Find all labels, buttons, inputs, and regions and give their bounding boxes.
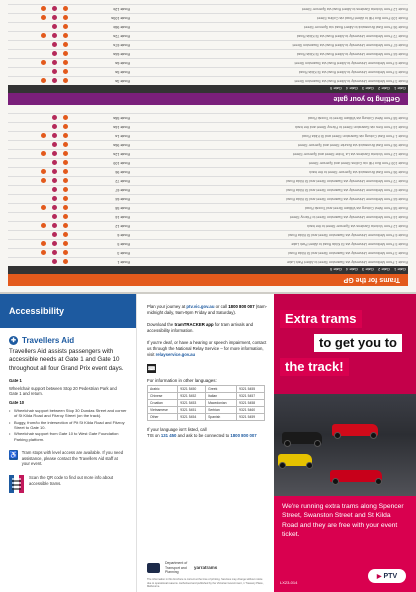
gate-markers bbox=[8, 16, 70, 21]
gate-markers bbox=[8, 70, 70, 75]
gate-marker-icon bbox=[52, 197, 57, 202]
language-row bbox=[148, 407, 265, 414]
gate-marker-icon bbox=[52, 170, 57, 175]
route-description: Route 58 From West Coburg via William Street and Toorak Road bbox=[305, 206, 408, 210]
accessibility-heading: Accessibility bbox=[0, 294, 136, 328]
route-label: Route 64a bbox=[113, 52, 130, 56]
gate-markers bbox=[8, 61, 70, 66]
trams-heading: Trams for the GP bbox=[343, 276, 400, 284]
route-label: Route 3a bbox=[115, 79, 130, 83]
victoria-state-logo-icon bbox=[147, 563, 160, 573]
gate-marker-icon bbox=[52, 43, 57, 48]
language-name: Other bbox=[148, 414, 178, 421]
language-name: Spanish bbox=[206, 414, 237, 421]
route-row bbox=[8, 158, 408, 167]
language-phone[interactable]: 9321 5458 bbox=[237, 400, 265, 407]
gate-marker-icon bbox=[41, 179, 46, 184]
route-row bbox=[8, 176, 408, 185]
info-panel bbox=[136, 294, 275, 592]
gate-header-4b: Gate 4 bbox=[346, 86, 359, 92]
gate-header-3b: Gate 3 bbox=[362, 86, 375, 92]
headline-line-3: the track! bbox=[280, 358, 349, 376]
gate-header-3: Gate 3 bbox=[362, 267, 375, 273]
gate-column-header-2 bbox=[8, 85, 408, 93]
gate-marker-icon bbox=[52, 61, 57, 66]
route-description: Route 12 From Victoria Gardens via Spencer Street to the track bbox=[306, 224, 408, 228]
gate-header-4: Gate 4 bbox=[346, 267, 359, 273]
language-phone[interactable]: 9321 5457 bbox=[237, 393, 265, 400]
route-label: Route 12b bbox=[113, 7, 130, 11]
relay-service-text: If you're deaf, or have a hearing or speech impairment, contact us through the National Relay Service – for more information, visit relayservice.gov.au bbox=[147, 340, 267, 358]
gate-marker-icon bbox=[63, 25, 68, 30]
route-label: Route 109a bbox=[111, 16, 130, 20]
route-description: Route 64 From Melbourne University to Albert Road via St Kilda Road bbox=[296, 52, 408, 56]
gate-markers bbox=[8, 224, 70, 229]
route-label: Route 12a bbox=[113, 152, 130, 156]
gate-header-1: Gate 1 bbox=[394, 267, 407, 273]
gate-marker-icon bbox=[41, 7, 46, 12]
gate-header-1b: Gate 1 bbox=[394, 86, 407, 92]
gate-marker-icon bbox=[63, 125, 68, 130]
gate-markers bbox=[8, 260, 70, 265]
gate-markers bbox=[8, 161, 70, 166]
travellers-aid-icon: ✚ bbox=[10, 338, 17, 344]
gate-marker-icon bbox=[52, 70, 57, 75]
route-label: Route 6a bbox=[115, 61, 130, 65]
language-row bbox=[148, 393, 265, 400]
gate-marker-icon bbox=[63, 206, 68, 211]
route-label: Route 67a bbox=[113, 43, 130, 47]
gate-marker-icon bbox=[63, 134, 68, 139]
tramtracker-text: Download the tramTRACKER app for tram arrivals and accessibility information. bbox=[147, 322, 254, 334]
route-row bbox=[8, 131, 408, 140]
gate-markers bbox=[8, 125, 70, 130]
gate-marker-icon bbox=[41, 16, 46, 21]
route-description: Route 67 From Melbourne University to Albert Road via Swanston Street bbox=[292, 43, 408, 47]
gate-marker-icon bbox=[41, 134, 46, 139]
language-row bbox=[148, 400, 265, 407]
route-label: Route 96 bbox=[115, 170, 130, 174]
route-row bbox=[8, 58, 408, 67]
gate-marker-icon bbox=[52, 224, 57, 229]
gate-marker-icon bbox=[41, 206, 46, 211]
language-name: Greek bbox=[206, 386, 237, 393]
gate-marker-icon bbox=[63, 152, 68, 157]
route-row bbox=[8, 49, 408, 58]
route-row bbox=[8, 67, 408, 76]
route-row bbox=[8, 230, 408, 239]
plan-journey-text: Plan your journey at ptv.vic.gov.au or call 1800 800 007 (6am-midnight daily, 9am-9pm Friday and Saturday). bbox=[147, 304, 268, 316]
gate-markers bbox=[8, 152, 70, 157]
gate-markers bbox=[8, 206, 70, 211]
gate-marker-icon bbox=[52, 206, 57, 211]
gate-header-2: Gate 2 bbox=[378, 267, 391, 273]
gate-marker-icon bbox=[52, 179, 57, 184]
accessibility-panel bbox=[0, 294, 136, 592]
route-label: Route 5 bbox=[117, 242, 130, 246]
gate-marker-icon bbox=[63, 170, 68, 175]
language-name: Chinese bbox=[148, 393, 178, 400]
route-row bbox=[8, 257, 408, 266]
gate-marker-icon bbox=[52, 233, 57, 238]
ptv-phone[interactable]: 1800 800 007 bbox=[228, 304, 255, 309]
gate-marker-icon bbox=[52, 125, 57, 130]
route-description: Route 3 From Melbourne University via Swanston Street and St Kilda Road bbox=[288, 251, 408, 255]
route-description: Route 109 From Box Hill via Collins Street and Spencer Street bbox=[308, 161, 408, 165]
route-description: Route 5 From Melbourne University via St Kilda Road to Albert Park Lake bbox=[291, 242, 408, 246]
gate-marker-icon bbox=[63, 7, 68, 12]
gate10-bullet-2: • Buggy, from/to the intersection of Pit St Kilda Road and Fitzroy Street to Gate 10. bbox=[14, 420, 127, 431]
tis-text: If your language isn't listed, call TIS on 131 450 and ask to be connected to 1800 800 007 bbox=[147, 427, 257, 438]
route-row bbox=[8, 31, 408, 40]
ptv-logo: ▶ PTV bbox=[368, 569, 406, 583]
gate-markers bbox=[8, 233, 70, 238]
travellers-aid-lead: Travellers Aid assists passengers with accessible needs at Gate 1 and Gate 10 throughout all four Grand Prix event days. bbox=[9, 348, 124, 372]
route-label: Route 67 bbox=[115, 188, 130, 192]
route-description: Route 12 From Victoria Gardens to Albert Road via Spencer Street bbox=[301, 7, 408, 11]
gate-header-5: Gate 5 bbox=[330, 267, 343, 273]
language-name: Arabic bbox=[148, 386, 178, 393]
department-logo-text: Department of Transport and Planning bbox=[165, 561, 188, 574]
route-description: Route 96 From East Brunswick via Bourke Street and Spencer Street bbox=[297, 143, 408, 147]
route-description: Route 6 From Melbourne University to Albert Road via Swanston Street bbox=[294, 61, 408, 65]
route-row bbox=[8, 76, 408, 85]
route-label: Route 6 bbox=[117, 233, 130, 237]
gate-marker-icon bbox=[41, 242, 46, 247]
print-code: LX23-014 bbox=[280, 580, 298, 585]
gate-marker-icon bbox=[63, 70, 68, 75]
route-label: Route 16a bbox=[113, 125, 130, 129]
qr-text: Scan the QR code to find out more info about accessible trams. bbox=[29, 475, 114, 486]
gate-markers bbox=[8, 170, 70, 175]
route-row bbox=[8, 212, 408, 221]
gate-marker-icon bbox=[52, 16, 57, 21]
gate-marker-icon bbox=[52, 116, 57, 121]
route-label: Route 16 bbox=[115, 215, 130, 219]
languages-table bbox=[147, 385, 265, 421]
gate-markers bbox=[8, 188, 70, 193]
gate-marker-icon bbox=[63, 179, 68, 184]
gate-marker-icon bbox=[63, 161, 68, 166]
tis-connect-phone[interactable]: 1800 800 007 bbox=[230, 432, 257, 438]
promo-body: We're running extra trams along Spencer Street, Swanston Street and St Kilda Road and they are free with your event ticket. bbox=[282, 503, 404, 539]
language-row bbox=[148, 386, 265, 393]
route-label: Route 58 bbox=[115, 206, 130, 210]
route-label: Route 96b bbox=[113, 25, 130, 29]
route-description: Route 16 From Melbourne University via Swanston Street to Fitzroy Street bbox=[289, 215, 408, 219]
route-description: Route 5 From Melbourne University to Albert Road via St Kilda Road bbox=[298, 70, 408, 74]
route-description: Route 12 From Victoria Gardens via La Trobe Street and Spencer Street bbox=[293, 152, 408, 156]
gate1-intro: Wheelchair support between Stop 20 Pedestrian Park and Gate 1 and return. bbox=[9, 385, 117, 397]
gate-markers bbox=[8, 179, 70, 184]
gate-markers bbox=[8, 116, 70, 121]
gate-markers bbox=[8, 52, 70, 57]
ptv-link[interactable]: ptv.vic.gov.au bbox=[186, 304, 215, 309]
route-description: Route 67 From Melbourne University via Swanston Street and St Kilda Road bbox=[286, 188, 408, 192]
ptv-logo-icon: ▶ bbox=[376, 573, 382, 580]
gate-marker-icon bbox=[63, 215, 68, 220]
route-description: Route 16 From Kew via Swanston Street to Fitzroy Street and the track bbox=[294, 125, 408, 129]
gate-marker-icon bbox=[41, 152, 46, 157]
language-name: Macedonian bbox=[206, 400, 237, 407]
gate-markers bbox=[8, 43, 70, 48]
gate-marker-icon bbox=[41, 170, 46, 175]
gate-marker-icon bbox=[63, 143, 68, 148]
gate-markers bbox=[8, 34, 70, 39]
route-description: Route 96 From East Brunswick via Spencer Street to the track bbox=[309, 170, 408, 174]
gate-marker-icon bbox=[52, 34, 57, 39]
route-description: Route 64 From Melbourne University via Swanston Street and St Kilda Road bbox=[286, 197, 408, 201]
gate-marker-icon bbox=[63, 43, 68, 48]
qr-section bbox=[9, 475, 127, 493]
gate-marker-icon bbox=[63, 52, 68, 57]
gate-marker-icon bbox=[63, 242, 68, 247]
route-row bbox=[8, 4, 408, 13]
level-access-note bbox=[9, 450, 127, 467]
language-phone[interactable]: 9321 5452 bbox=[178, 393, 206, 400]
route-row bbox=[8, 239, 408, 248]
gate-markers bbox=[8, 143, 70, 148]
route-row bbox=[8, 149, 408, 158]
route-row bbox=[8, 248, 408, 257]
route-row bbox=[8, 122, 408, 131]
gate-marker-icon bbox=[52, 215, 57, 220]
gate-marker-icon bbox=[52, 52, 57, 57]
route-row bbox=[8, 194, 408, 203]
gate-marker-icon bbox=[52, 188, 57, 193]
language-phone[interactable]: 9321 5451 bbox=[178, 407, 206, 414]
route-label: Route 109 bbox=[113, 161, 130, 165]
gate-marker-icon bbox=[41, 224, 46, 229]
gate10-bullet-1: • Wheelchair support between Stop 30 Dundas Street and corner of St Kilda Road and Fitzroy Street (on the track). bbox=[14, 408, 127, 419]
gate-marker-icon bbox=[52, 79, 57, 84]
gate-markers bbox=[8, 7, 70, 12]
relay-service-link[interactable]: relayservice.gov.au bbox=[155, 352, 196, 358]
route-row bbox=[8, 203, 408, 212]
gate-markers bbox=[8, 197, 70, 202]
route-label: Route 96a bbox=[113, 143, 130, 147]
language-name: Croatian bbox=[148, 400, 178, 407]
route-label: Route 58a bbox=[113, 116, 130, 120]
headline-line-1: Extra trams bbox=[280, 310, 362, 328]
route-label: Route 64 bbox=[115, 197, 130, 201]
trams-heading-bar bbox=[8, 274, 408, 286]
timetable-panel-upside-down bbox=[0, 0, 416, 292]
gate-markers bbox=[8, 215, 70, 220]
language-phone[interactable]: 9321 5459 bbox=[237, 414, 265, 421]
route-label: Route 1a bbox=[115, 134, 130, 138]
gate-marker-icon bbox=[63, 61, 68, 66]
route-description: Route 72 From Melbourne University via Swanston Street and St Kilda Road bbox=[286, 179, 408, 183]
language-phone[interactable]: 9321 5455 bbox=[237, 386, 265, 393]
route-row bbox=[8, 13, 408, 22]
route-label: Route 5a bbox=[115, 70, 130, 74]
gate-marker-icon bbox=[52, 152, 57, 157]
race-cars-photo bbox=[274, 394, 416, 496]
route-label: Route 12 bbox=[115, 224, 130, 228]
logos bbox=[147, 561, 217, 574]
route-row bbox=[8, 221, 408, 230]
route-row bbox=[8, 167, 408, 176]
route-description: Route 109 From Box Hill to Albert Road via Collins Street bbox=[317, 16, 408, 20]
gate-header-2b: Gate 2 bbox=[378, 86, 391, 92]
gate10-title: Gate 10 bbox=[9, 400, 25, 406]
gate-column-header bbox=[8, 266, 408, 274]
route-row bbox=[8, 40, 408, 49]
gate-marker-icon bbox=[52, 260, 57, 265]
gate-marker-icon bbox=[52, 134, 57, 139]
gate-marker-icon bbox=[63, 260, 68, 265]
route-description: Route 58 From West Coburg via William Street to Toorak Road bbox=[308, 116, 408, 120]
route-label: Route 72a bbox=[113, 34, 130, 38]
language-name: Serbian bbox=[206, 407, 237, 414]
route-description: Route 1 From East Coburg via Swanston Street and St Kilda Road bbox=[302, 134, 408, 138]
route-description: Route 6 From Melbourne University via Swanston Street and St Kilda Road bbox=[288, 233, 408, 237]
fine-print: The information in this brochure is correct at the time of printing. Services may change without notice due to operational reasons. Authorised and published by the Victorian Government, 1 Treasury Place, Melbourne. bbox=[147, 578, 264, 588]
route-label: Route 72 bbox=[115, 179, 130, 183]
gate10-bullet-3: • Wheelchair support from Gate 10 to West Gate Foundation Parking platform. bbox=[14, 431, 127, 442]
gate-marker-icon bbox=[52, 242, 57, 247]
gate-markers bbox=[8, 134, 70, 139]
gate-markers bbox=[8, 242, 70, 247]
gate-marker-icon bbox=[63, 79, 68, 84]
gate-markers bbox=[8, 79, 70, 84]
promo-footer bbox=[274, 562, 416, 592]
route-label: Route 1 bbox=[117, 260, 130, 264]
languages-title: For information in other languages: bbox=[147, 378, 217, 384]
route-description: Route 72 From Melbourne University to Albert Road via St Kilda Road bbox=[296, 34, 408, 38]
tis-phone[interactable]: 131 450 bbox=[160, 432, 177, 438]
language-name: Italian bbox=[206, 393, 237, 400]
gate-marker-icon bbox=[63, 16, 68, 21]
gate-marker-icon bbox=[63, 188, 68, 193]
level-access-text: Tram stops with level access are available. If you need assistance, please contact the Travellers Aid staff at your event. bbox=[21, 450, 124, 467]
route-description: Route 3 From Melbourne University to Albert Road via Swanston Street bbox=[294, 79, 408, 83]
gate-header-5b: Gate 5 bbox=[330, 86, 343, 92]
gate-marker-icon bbox=[41, 79, 46, 84]
gate-marker-icon bbox=[63, 233, 68, 238]
wheelchair-icon: ♿ bbox=[9, 452, 18, 460]
travellers-aid-heading bbox=[9, 336, 127, 345]
qr-code-icon[interactable] bbox=[9, 475, 24, 493]
language-name: Vietnamese bbox=[148, 407, 178, 414]
tty-section bbox=[147, 364, 267, 373]
route-label: Route 3 bbox=[117, 251, 130, 255]
gate-marker-icon bbox=[41, 251, 46, 256]
gate-marker-icon bbox=[52, 161, 57, 166]
promo-panel bbox=[274, 294, 416, 592]
gate-marker-icon bbox=[63, 224, 68, 229]
gate-marker-icon bbox=[52, 25, 57, 30]
gate-marker-icon bbox=[63, 34, 68, 39]
language-phone[interactable]: 9321 5454 bbox=[178, 414, 206, 421]
route-row bbox=[8, 185, 408, 194]
gate-marker-icon bbox=[63, 197, 68, 202]
gate-marker-icon bbox=[63, 116, 68, 121]
gate-marker-icon bbox=[52, 251, 57, 256]
gate-marker-icon bbox=[52, 143, 57, 148]
route-description: Route 96 From East Brunswick to Albert Road via Spencer Street bbox=[304, 25, 408, 29]
language-phone[interactable]: 9321 5460 bbox=[237, 407, 265, 414]
gate-marker-icon bbox=[41, 34, 46, 39]
gate-marker-icon bbox=[41, 61, 46, 66]
language-phone[interactable]: 9321 5453 bbox=[178, 400, 206, 407]
gate1-title: Gate 1 bbox=[9, 378, 22, 384]
gate-marker-icon bbox=[52, 7, 57, 12]
route-row bbox=[8, 22, 408, 31]
routes-heading-bar bbox=[8, 93, 408, 105]
route-row bbox=[8, 113, 408, 122]
route-table-a bbox=[8, 113, 408, 266]
headline-line-2: to get you to bbox=[314, 334, 402, 352]
gate-markers bbox=[8, 25, 70, 30]
tty-icon: ⌨ bbox=[147, 365, 156, 372]
travellers-aid-title: Travellers Aid bbox=[22, 336, 75, 345]
route-table-b bbox=[8, 4, 408, 85]
gate-markers bbox=[8, 251, 70, 256]
timetable-footnote bbox=[8, 0, 408, 4]
routes-heading: Getting to your gate bbox=[333, 95, 400, 103]
route-row bbox=[8, 140, 408, 149]
gate-marker-icon bbox=[63, 251, 68, 256]
language-phone[interactable]: 9321 5450 bbox=[178, 386, 206, 393]
route-description: Route 1 From Melbourne University via Swanston Street to Albert Park Lake bbox=[286, 260, 408, 264]
tramtracker-link[interactable]: tramTRACKER app bbox=[174, 322, 214, 328]
yarra-trams-logo: yarratrams bbox=[194, 565, 218, 571]
language-row bbox=[148, 414, 265, 421]
